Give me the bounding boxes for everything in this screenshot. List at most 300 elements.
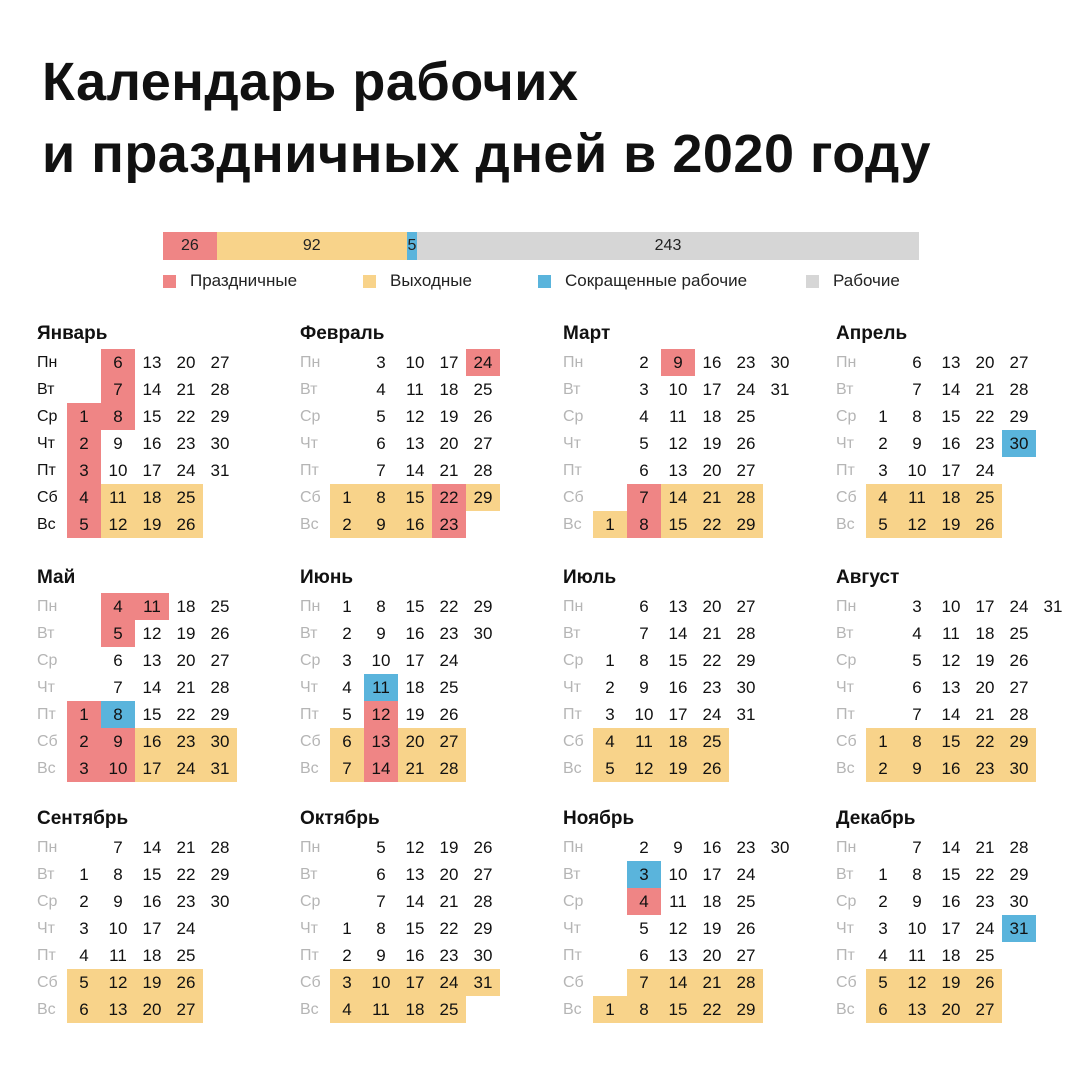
day-cell: 27 <box>1009 678 1029 697</box>
weekday-label: Чт <box>563 435 581 452</box>
day-cell-weekend: 4 <box>330 996 364 1023</box>
day-cell: 8 <box>113 865 123 884</box>
day-cell: 17 <box>941 919 961 938</box>
day-cell-holiday: 14 <box>364 755 398 782</box>
day-cell: 12 <box>668 919 688 938</box>
day-cell: 8 <box>376 919 386 938</box>
day-cell-weekend: 12 <box>101 511 135 538</box>
day-cell: 4 <box>878 946 888 965</box>
day-cell: 2 <box>639 353 649 372</box>
day-cell: 9 <box>912 434 922 453</box>
day-cell: 26 <box>1009 651 1029 670</box>
day-cell: 6 <box>113 651 123 670</box>
day-cell: 21 <box>176 838 196 857</box>
day-cell-holiday: 22 <box>432 484 466 511</box>
day-cell-holiday: 23 <box>432 511 466 538</box>
day-cell: 27 <box>210 651 230 670</box>
day-cell: 3 <box>342 651 352 670</box>
weekday-label: Пн <box>563 598 584 615</box>
legend-swatch-weekend <box>363 275 376 288</box>
day-cell: 16 <box>142 434 162 453</box>
month-name: Февраль <box>300 323 385 344</box>
weekday-label: Чт <box>300 920 318 937</box>
day-cell-weekend: 19 <box>135 511 169 538</box>
weekday-label: Вс <box>836 1001 855 1018</box>
month-block <box>836 567 1080 787</box>
day-cell-weekend: 3 <box>330 969 364 996</box>
day-cell-weekend: 16 <box>135 728 169 755</box>
weekday-label: Сб <box>300 733 321 750</box>
day-cell-holiday: 1 <box>67 701 101 728</box>
title-line-1: Календарь рабочих <box>42 52 579 112</box>
weekday-label: Чт <box>300 435 318 452</box>
weekday-label: Чт <box>37 435 55 452</box>
day-cell: 20 <box>702 461 722 480</box>
day-cell: 9 <box>673 838 683 857</box>
day-cell-weekend: 26 <box>169 969 203 996</box>
weekday-label: Сб <box>300 974 321 991</box>
day-cell: 9 <box>376 946 386 965</box>
day-cell: 19 <box>702 434 722 453</box>
legend-label: Сокращенные рабочие <box>565 271 748 290</box>
day-cell: 27 <box>736 461 756 480</box>
day-cell: 20 <box>439 865 459 884</box>
month-block <box>563 323 813 543</box>
weekday-label: Вс <box>563 760 582 777</box>
weekday-label: Вт <box>836 625 854 642</box>
day-cell: 16 <box>405 624 425 643</box>
day-cell-weekend: 21 <box>695 969 729 996</box>
day-cell: 21 <box>176 678 196 697</box>
weekday-label: Сб <box>836 974 857 991</box>
day-cell: 7 <box>376 892 386 911</box>
legend <box>163 270 923 292</box>
day-cell: 22 <box>176 865 196 884</box>
day-cell-holiday: 3 <box>67 457 101 484</box>
legend-item-holiday <box>163 270 297 292</box>
legend-item-work <box>806 270 900 292</box>
weekday-label: Пн <box>300 598 321 615</box>
day-cell: 2 <box>342 624 352 643</box>
day-cell: 3 <box>878 919 888 938</box>
day-cell-weekend: 26 <box>968 969 1002 996</box>
day-cell: 29 <box>473 919 493 938</box>
legend-label: Праздничные <box>190 271 298 290</box>
month-block <box>300 567 550 787</box>
day-cell: 7 <box>639 624 649 643</box>
weekday-label: Чт <box>300 679 318 696</box>
day-cell: 30 <box>770 838 790 857</box>
day-cell: 26 <box>473 838 493 857</box>
day-cell: 10 <box>371 651 391 670</box>
day-cell: 3 <box>605 705 615 724</box>
day-cell: 24 <box>176 919 196 938</box>
weekday-label: Пт <box>300 462 319 479</box>
day-cell: 12 <box>668 434 688 453</box>
day-cell: 18 <box>405 678 425 697</box>
day-cell-weekend: 27 <box>169 996 203 1023</box>
weekday-label: Пт <box>563 462 582 479</box>
day-cell-weekend: 20 <box>934 996 968 1023</box>
day-cell-weekend: 9 <box>900 755 934 782</box>
day-cell: 10 <box>668 380 688 399</box>
day-cell: 23 <box>176 892 196 911</box>
day-cell-weekend: 6 <box>866 996 900 1023</box>
day-cell: 14 <box>941 705 961 724</box>
weekday-label: Пн <box>300 839 321 856</box>
day-cell-weekend: 12 <box>900 969 934 996</box>
weekday-label: Чт <box>836 920 854 937</box>
weekday-label: Сб <box>37 974 58 991</box>
day-cell-holiday: 4 <box>67 484 101 511</box>
day-cell-weekend: 29 <box>466 484 500 511</box>
page-title <box>42 46 931 190</box>
day-cell-weekend: 5 <box>67 969 101 996</box>
day-cell-weekend: 19 <box>661 755 695 782</box>
day-cell: 31 <box>1043 597 1063 616</box>
day-cell: 29 <box>210 705 230 724</box>
day-cell-weekend: 14 <box>661 484 695 511</box>
day-cell: 23 <box>736 838 756 857</box>
day-cell-weekend: 2 <box>330 511 364 538</box>
day-cell-weekend: 19 <box>135 969 169 996</box>
day-cell-short: 30 <box>1002 430 1036 457</box>
day-cell: 23 <box>702 678 722 697</box>
day-cell: 1 <box>878 865 888 884</box>
day-cell: 18 <box>439 380 459 399</box>
day-cell: 9 <box>113 892 123 911</box>
day-cell-weekend: 20 <box>398 728 432 755</box>
month-block <box>563 808 813 1028</box>
weekday-label: Чт <box>37 920 55 937</box>
day-cell-weekend: 12 <box>900 511 934 538</box>
day-cell: 29 <box>1009 865 1029 884</box>
weekday-label: Вт <box>563 625 581 642</box>
day-cell: 15 <box>142 865 162 884</box>
day-cell-weekend: 28 <box>432 755 466 782</box>
day-cell: 8 <box>376 597 386 616</box>
month-name: Июнь <box>300 567 354 588</box>
day-cell-weekend: 6 <box>330 728 364 755</box>
month-name: Июль <box>563 567 617 588</box>
day-cell: 18 <box>975 624 995 643</box>
day-cell: 1 <box>605 651 615 670</box>
weekday-label: Ср <box>836 893 857 910</box>
day-cell: 12 <box>405 407 425 426</box>
day-cell: 22 <box>439 597 459 616</box>
day-cell: 3 <box>912 597 922 616</box>
weekday-label: Ср <box>836 408 857 425</box>
day-cell: 27 <box>736 946 756 965</box>
weekday-label: Вт <box>300 866 318 883</box>
day-cell: 24 <box>176 461 196 480</box>
day-cell: 4 <box>342 678 352 697</box>
day-cell-weekend: 22 <box>968 728 1002 755</box>
day-cell-weekend: 25 <box>695 728 729 755</box>
day-cell-weekend: 19 <box>934 969 968 996</box>
weekday-label: Ср <box>300 408 321 425</box>
day-cell-weekend: 5 <box>593 755 627 782</box>
day-cell: 10 <box>907 461 927 480</box>
day-cell-weekend: 23 <box>169 728 203 755</box>
day-cell-weekend: 15 <box>398 484 432 511</box>
day-cell-weekend: 25 <box>432 996 466 1023</box>
weekday-label: Вс <box>563 1001 582 1018</box>
weekday-label: Чт <box>563 679 581 696</box>
day-cell: 29 <box>1009 407 1029 426</box>
day-cell-holiday: 9 <box>101 728 135 755</box>
weekday-label: Ср <box>563 408 584 425</box>
day-cell: 13 <box>142 353 162 372</box>
day-cell: 15 <box>941 407 961 426</box>
weekday-label: Пн <box>836 839 857 856</box>
month-block <box>37 567 287 787</box>
day-cell: 14 <box>941 838 961 857</box>
weekday-label: Вс <box>836 760 855 777</box>
day-cell-weekend: 26 <box>169 511 203 538</box>
day-cell: 23 <box>439 624 459 643</box>
day-cell-weekend: 4 <box>593 728 627 755</box>
bar-segment-holiday: 26 <box>163 232 217 260</box>
day-cell: 14 <box>941 380 961 399</box>
weekday-label: Ср <box>300 893 321 910</box>
day-cell: 16 <box>668 678 688 697</box>
weekday-label: Пн <box>300 354 321 371</box>
day-cell-weekend: 29 <box>729 511 763 538</box>
day-cell: 19 <box>975 651 995 670</box>
day-cell-weekend: 1 <box>330 484 364 511</box>
weekday-label: Пн <box>836 354 857 371</box>
day-cell: 17 <box>405 651 425 670</box>
day-cell: 4 <box>376 380 386 399</box>
day-cell: 31 <box>210 461 230 480</box>
day-cell: 20 <box>439 434 459 453</box>
day-cell: 6 <box>639 461 649 480</box>
day-cell: 21 <box>975 380 995 399</box>
day-cell: 13 <box>142 651 162 670</box>
day-cell: 25 <box>439 678 459 697</box>
weekday-label: Сб <box>300 489 321 506</box>
weekday-label: Пн <box>836 598 857 615</box>
weekday-label: Ср <box>300 652 321 669</box>
day-cell: 26 <box>736 434 756 453</box>
day-cell-weekend: 1 <box>593 511 627 538</box>
day-cell: 17 <box>668 705 688 724</box>
day-cell: 17 <box>142 919 162 938</box>
day-cell-holiday: 6 <box>101 349 135 376</box>
day-cell: 17 <box>439 353 459 372</box>
weekday-label: Ср <box>563 652 584 669</box>
month-name: Октябрь <box>300 808 380 829</box>
day-cell: 18 <box>142 946 162 965</box>
day-cell: 14 <box>405 461 425 480</box>
day-cell: 22 <box>439 919 459 938</box>
legend-label: Рабочие <box>833 271 900 290</box>
day-cell-weekend: 12 <box>101 969 135 996</box>
day-cell: 21 <box>702 624 722 643</box>
day-cell-weekend: 24 <box>432 969 466 996</box>
weekday-label: Ср <box>37 408 58 425</box>
day-cell: 7 <box>912 705 922 724</box>
day-cell: 28 <box>1009 838 1029 857</box>
day-cell: 2 <box>79 892 89 911</box>
day-cell: 13 <box>405 434 425 453</box>
weekday-label: Пн <box>563 839 584 856</box>
weekday-label: Пт <box>300 706 319 723</box>
day-cell-weekend: 18 <box>135 484 169 511</box>
day-cell-holiday: 3 <box>67 755 101 782</box>
day-cell-weekend: 7 <box>627 969 661 996</box>
day-cell: 9 <box>639 678 649 697</box>
day-cell: 10 <box>108 461 128 480</box>
day-cell-weekend: 18 <box>934 484 968 511</box>
day-cell: 11 <box>942 624 960 643</box>
day-cell-weekend: 17 <box>398 969 432 996</box>
day-cell: 10 <box>907 919 927 938</box>
day-cell: 2 <box>878 434 888 453</box>
weekday-label: Пн <box>37 354 58 371</box>
day-cell-holiday: 9 <box>661 349 695 376</box>
day-cell-short: 31 <box>1002 915 1036 942</box>
day-cell: 18 <box>941 946 961 965</box>
day-cell-weekend: 11 <box>900 484 934 511</box>
day-cell: 21 <box>439 461 459 480</box>
day-cell: 10 <box>668 865 688 884</box>
day-cell: 24 <box>736 865 756 884</box>
day-cell: 24 <box>736 380 756 399</box>
day-cell: 30 <box>210 892 230 911</box>
day-cell: 28 <box>1009 705 1029 724</box>
day-cell: 6 <box>912 678 922 697</box>
day-cell: 30 <box>736 678 756 697</box>
day-cell: 26 <box>473 407 493 426</box>
weekday-label: Сб <box>836 489 857 506</box>
day-cell: 17 <box>142 461 162 480</box>
day-cell: 28 <box>1009 380 1029 399</box>
day-cell: 15 <box>142 705 162 724</box>
day-cell-weekend: 12 <box>627 755 661 782</box>
day-cell-holiday: 7 <box>101 376 135 403</box>
day-cell: 20 <box>176 353 196 372</box>
day-cell-weekend: 19 <box>934 511 968 538</box>
day-cell: 15 <box>142 407 162 426</box>
day-cell-weekend: 1 <box>593 996 627 1023</box>
title-line-2: и праздничных дней в 2020 году <box>42 124 932 184</box>
legend-swatch-holiday <box>163 275 176 288</box>
day-cell: 13 <box>405 865 425 884</box>
legend-item-weekend <box>363 270 472 292</box>
day-cell: 21 <box>439 892 459 911</box>
bar-segment-weekend: 92 <box>217 232 407 260</box>
day-cell-holiday: 4 <box>101 593 135 620</box>
day-cell-weekend: 5 <box>866 969 900 996</box>
weekday-label: Пт <box>37 462 56 479</box>
day-cell: 26 <box>439 705 459 724</box>
day-cell: 13 <box>668 597 688 616</box>
day-cell: 19 <box>702 919 722 938</box>
day-cell-holiday: 1 <box>67 403 101 430</box>
day-cell: 29 <box>210 865 230 884</box>
weekday-label: Вт <box>300 381 318 398</box>
day-cell: 21 <box>176 380 196 399</box>
day-cell: 20 <box>702 597 722 616</box>
weekday-label: Пт <box>836 706 855 723</box>
days-summary-bar <box>163 232 919 260</box>
weekday-label: Пт <box>300 947 319 964</box>
day-cell: 6 <box>376 434 386 453</box>
day-cell: 15 <box>941 865 961 884</box>
day-cell-weekend: 31 <box>466 969 500 996</box>
day-cell: 30 <box>210 434 230 453</box>
day-cell: 11 <box>109 946 127 965</box>
day-cell: 17 <box>702 380 722 399</box>
day-cell: 27 <box>473 434 493 453</box>
day-cell: 2 <box>878 892 888 911</box>
day-cell: 25 <box>975 946 995 965</box>
day-cell: 31 <box>736 705 756 724</box>
legend-swatch-short <box>538 275 551 288</box>
day-cell-weekend: 30 <box>1002 755 1036 782</box>
month-name: Ноябрь <box>563 808 635 829</box>
day-cell: 10 <box>941 597 961 616</box>
weekday-label: Ср <box>37 652 58 669</box>
day-cell: 29 <box>736 651 756 670</box>
day-cell-weekend: 22 <box>695 996 729 1023</box>
day-cell: 4 <box>79 946 89 965</box>
day-cell: 22 <box>176 705 196 724</box>
day-cell-weekend: 22 <box>695 511 729 538</box>
day-cell: 29 <box>210 407 230 426</box>
day-cell-weekend: 30 <box>203 728 237 755</box>
day-cell-weekend: 26 <box>968 511 1002 538</box>
weekday-label: Вс <box>563 516 582 533</box>
day-cell-weekend: 7 <box>330 755 364 782</box>
day-cell-holiday: 24 <box>466 349 500 376</box>
day-cell: 23 <box>975 434 995 453</box>
month-name: Январь <box>37 323 108 344</box>
weekday-label: Пт <box>836 947 855 964</box>
day-cell: 5 <box>639 434 649 453</box>
weekday-label: Сб <box>563 733 584 750</box>
day-cell: 12 <box>142 624 162 643</box>
day-cell-weekend: 21 <box>398 755 432 782</box>
weekday-label: Вт <box>37 381 55 398</box>
day-cell: 30 <box>1009 892 1029 911</box>
day-cell-weekend: 16 <box>398 511 432 538</box>
day-cell: 8 <box>912 865 922 884</box>
day-cell: 12 <box>941 651 961 670</box>
day-cell: 3 <box>639 380 649 399</box>
day-cell: 27 <box>1009 353 1029 372</box>
day-cell: 14 <box>142 838 162 857</box>
day-cell: 25 <box>210 597 230 616</box>
day-cell-holiday: 7 <box>627 484 661 511</box>
month-name: Март <box>563 323 611 344</box>
day-cell: 28 <box>210 380 230 399</box>
day-cell-holiday: 4 <box>627 888 661 915</box>
day-cell: 15 <box>668 651 688 670</box>
weekday-label: Пн <box>563 354 584 371</box>
day-cell-weekend: 29 <box>729 996 763 1023</box>
day-cell: 17 <box>702 865 722 884</box>
day-cell: 20 <box>176 651 196 670</box>
day-cell: 28 <box>473 461 493 480</box>
day-cell-holiday: 2 <box>67 430 101 457</box>
weekday-label: Вт <box>836 381 854 398</box>
day-cell-weekend: 5 <box>866 511 900 538</box>
day-cell-holiday: 13 <box>364 728 398 755</box>
day-cell: 5 <box>376 838 386 857</box>
